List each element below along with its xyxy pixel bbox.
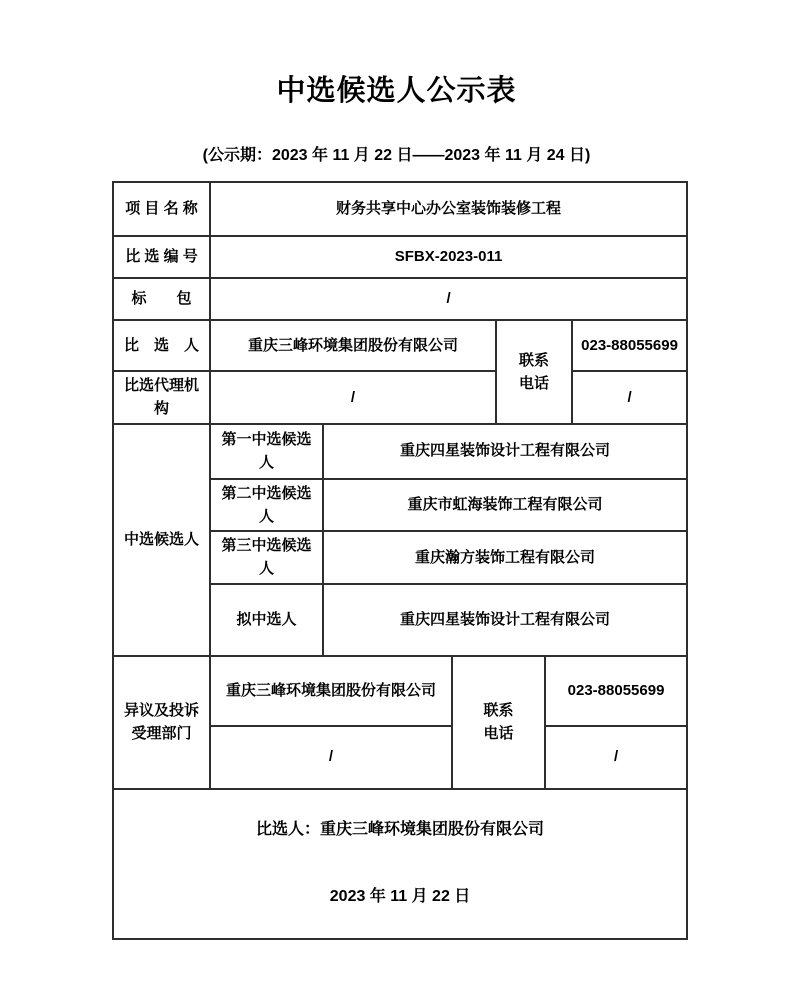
agency-phone-value: / bbox=[572, 371, 687, 424]
footer-selector-line: 比选人：重庆三峰环境集团股份有限公司 bbox=[256, 820, 545, 838]
contact-label-text: 联系电话 bbox=[483, 701, 514, 742]
candidate-rank-first: 第一中选候选人 bbox=[210, 424, 323, 479]
table-row bbox=[113, 236, 687, 278]
candidate-rank-second: 第二中选候选人 bbox=[210, 479, 323, 532]
selector-contact-label bbox=[496, 320, 572, 424]
candidate-company-first: 重庆四星装饰设计工程有限公司 bbox=[323, 424, 687, 479]
objection-phone-slash: / bbox=[545, 726, 687, 789]
objection-department-value: 重庆三峰环境集团股份有限公司 bbox=[210, 656, 452, 726]
project-name-label: 项 目 名 称 bbox=[113, 182, 210, 236]
bid-package-label: 标 包 bbox=[113, 278, 210, 320]
announcement-table bbox=[112, 181, 688, 940]
candidate-company-third: 重庆瀚方装饰工程有限公司 bbox=[323, 531, 687, 584]
selector-label: 比 选 人 bbox=[113, 320, 210, 371]
table-row bbox=[113, 320, 687, 371]
selection-number-value: SFBX-2023-011 bbox=[210, 236, 687, 278]
candidate-rank-third: 第三中选候选人 bbox=[210, 531, 323, 584]
footer-date: 2023 年 11 月 22 日 bbox=[329, 887, 471, 905]
agency-value: / bbox=[210, 371, 496, 424]
project-name-value: 财务共享中心办公室装饰装修工程 bbox=[210, 182, 687, 236]
table-row bbox=[113, 656, 687, 726]
candidates-label: 中选候选人 bbox=[113, 424, 210, 656]
bid-package-value: / bbox=[210, 278, 687, 320]
publicity-period: (公示期：2023 年 11 月 22 日——2023 年 11 月 24 日) bbox=[202, 147, 591, 164]
table-row bbox=[113, 371, 687, 424]
objection-department-slash: / bbox=[210, 726, 452, 789]
table-row bbox=[113, 182, 687, 236]
selector-value: 重庆三峰环境集团股份有限公司 bbox=[210, 320, 496, 371]
objection-contact-label bbox=[452, 656, 545, 789]
proposed-winner-label: 拟中选人 bbox=[210, 584, 323, 656]
selector-phone-value: 023-88055699 bbox=[572, 320, 687, 371]
proposed-winner-value: 重庆四星装饰设计工程有限公司 bbox=[323, 584, 687, 656]
objection-phone-value: 023-88055699 bbox=[545, 656, 687, 726]
table-row bbox=[113, 278, 687, 320]
candidate-company-second: 重庆市虹海装饰工程有限公司 bbox=[323, 479, 687, 532]
table-row bbox=[113, 424, 687, 479]
objection-label: 异议及投诉受理部门 bbox=[113, 656, 210, 789]
selection-number-label: 比 选 编 号 bbox=[113, 236, 210, 278]
signature-cell bbox=[113, 789, 687, 939]
contact-label-text: 联系电话 bbox=[519, 351, 550, 392]
table-row bbox=[113, 789, 687, 939]
agency-label: 比选代理机构 bbox=[113, 371, 210, 424]
page-title: 中选候选人公示表 bbox=[276, 75, 517, 107]
